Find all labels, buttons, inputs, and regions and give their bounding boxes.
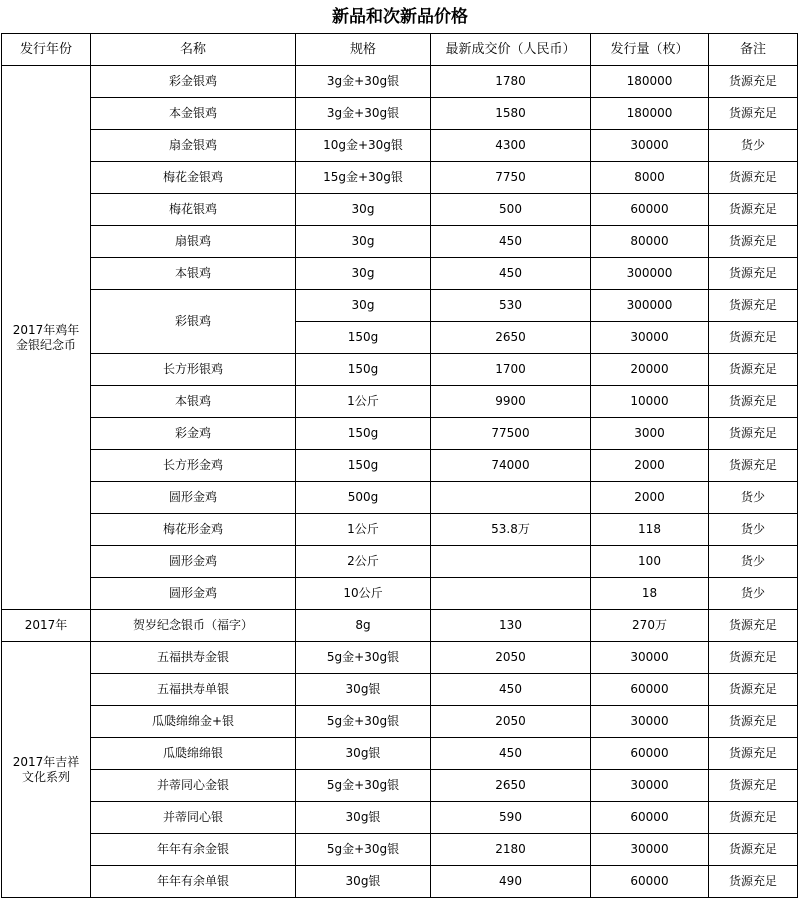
- header-name: 名称: [91, 34, 296, 66]
- year-cell: 2017年: [2, 610, 91, 642]
- name-cell: 梅花金银鸡: [91, 162, 296, 194]
- note-cell: 货源充足: [709, 322, 798, 354]
- price-cell: 450: [431, 738, 591, 770]
- name-cell: 扇银鸡: [91, 226, 296, 258]
- price-cell: 530: [431, 290, 591, 322]
- table-row: [2, 834, 798, 866]
- price-cell: 1780: [431, 66, 591, 98]
- spec-cell: 15g金+30g银: [296, 162, 431, 194]
- header-row: [2, 34, 798, 66]
- note-cell: 货源充足: [709, 162, 798, 194]
- name-cell: 并蒂同心银: [91, 802, 296, 834]
- note-cell: 货源充足: [709, 834, 798, 866]
- name-cell: 年年有余金银: [91, 834, 296, 866]
- price-cell: [431, 482, 591, 514]
- mintage-cell: 60000: [591, 194, 709, 226]
- spec-cell: 1公斤: [296, 386, 431, 418]
- spec-cell: 150g: [296, 354, 431, 386]
- note-cell: 货少: [709, 546, 798, 578]
- name-cell: 本银鸡: [91, 258, 296, 290]
- name-cell: 彩金鸡: [91, 418, 296, 450]
- year-cell: 2017年吉祥 文化系列: [2, 642, 91, 898]
- mintage-cell: 80000: [591, 226, 709, 258]
- price-cell: 2050: [431, 706, 591, 738]
- table-row: [2, 738, 798, 770]
- spec-cell: 5g金+30g银: [296, 642, 431, 674]
- mintage-cell: 30000: [591, 706, 709, 738]
- year-cell: 2017年鸡年 金银纪念币: [2, 66, 91, 610]
- table-row: [2, 130, 798, 162]
- note-cell: 货源充足: [709, 66, 798, 98]
- spec-cell: 30g: [296, 258, 431, 290]
- mintage-cell: 30000: [591, 322, 709, 354]
- spec-cell: 10公斤: [296, 578, 431, 610]
- name-cell: 本银鸡: [91, 386, 296, 418]
- table-row: [2, 354, 798, 386]
- note-cell: 货源充足: [709, 386, 798, 418]
- note-cell: 货源充足: [709, 802, 798, 834]
- price-cell: 2650: [431, 770, 591, 802]
- name-cell: 长方形金鸡: [91, 450, 296, 482]
- price-cell: 2180: [431, 834, 591, 866]
- spec-cell: 500g: [296, 482, 431, 514]
- note-cell: 货源充足: [709, 642, 798, 674]
- note-cell: 货源充足: [709, 770, 798, 802]
- spec-cell: 30g: [296, 194, 431, 226]
- mintage-cell: 60000: [591, 802, 709, 834]
- note-cell: 货源充足: [709, 738, 798, 770]
- mintage-cell: 30000: [591, 770, 709, 802]
- table-row: [2, 226, 798, 258]
- table-row: [2, 258, 798, 290]
- name-cell: 彩金银鸡: [91, 66, 296, 98]
- table-row: [2, 802, 798, 834]
- header-note: 备注: [709, 34, 798, 66]
- price-cell: 1700: [431, 354, 591, 386]
- note-cell: 货源充足: [709, 706, 798, 738]
- table-row: [2, 290, 798, 322]
- price-cell: 77500: [431, 418, 591, 450]
- name-cell: 长方形银鸡: [91, 354, 296, 386]
- price-cell: 500: [431, 194, 591, 226]
- table-row: [2, 642, 798, 674]
- mintage-cell: 3000: [591, 418, 709, 450]
- price-cell: 9900: [431, 386, 591, 418]
- mintage-cell: 180000: [591, 66, 709, 98]
- mintage-cell: 118: [591, 514, 709, 546]
- mintage-cell: 20000: [591, 354, 709, 386]
- table-row: [2, 706, 798, 738]
- table-row: [2, 578, 798, 610]
- note-cell: 货源充足: [709, 610, 798, 642]
- mintage-cell: 8000: [591, 162, 709, 194]
- name-cell: 五福拱寿单银: [91, 674, 296, 706]
- price-cell: 2050: [431, 642, 591, 674]
- spec-cell: 30g银: [296, 866, 431, 898]
- header-spec: 规格: [296, 34, 431, 66]
- spec-cell: 5g金+30g银: [296, 770, 431, 802]
- name-cell: 圆形金鸡: [91, 482, 296, 514]
- spec-cell: 30g银: [296, 802, 431, 834]
- spec-cell: 150g: [296, 418, 431, 450]
- price-table: [1, 33, 798, 898]
- table-row: [2, 162, 798, 194]
- name-cell: 圆形金鸡: [91, 546, 296, 578]
- spec-cell: 30g银: [296, 674, 431, 706]
- price-cell: 4300: [431, 130, 591, 162]
- mintage-cell: 2000: [591, 450, 709, 482]
- table-row: [2, 482, 798, 514]
- spec-cell: 150g: [296, 450, 431, 482]
- mintage-cell: 2000: [591, 482, 709, 514]
- name-cell: 年年有余单银: [91, 866, 296, 898]
- price-cell: 450: [431, 258, 591, 290]
- note-cell: 货源充足: [709, 290, 798, 322]
- price-cell: 2650: [431, 322, 591, 354]
- note-cell: 货源充足: [709, 674, 798, 706]
- header-price: 最新成交价（人民币）: [431, 34, 591, 66]
- spec-cell: 5g金+30g银: [296, 706, 431, 738]
- note-cell: 货源充足: [709, 450, 798, 482]
- table-row: [2, 610, 798, 642]
- name-cell: 瓜瓞绵绵银: [91, 738, 296, 770]
- table-row: [2, 386, 798, 418]
- price-cell: 450: [431, 226, 591, 258]
- note-cell: 货少: [709, 514, 798, 546]
- note-cell: 货少: [709, 482, 798, 514]
- mintage-cell: 18: [591, 578, 709, 610]
- spec-cell: 10g金+30g银: [296, 130, 431, 162]
- spec-cell: 30g银: [296, 738, 431, 770]
- mintage-cell: 300000: [591, 290, 709, 322]
- note-cell: 货源充足: [709, 866, 798, 898]
- price-cell: 53.8万: [431, 514, 591, 546]
- note-cell: 货源充足: [709, 354, 798, 386]
- table-title: 新品和次新品价格: [332, 7, 468, 27]
- mintage-cell: 30000: [591, 834, 709, 866]
- mintage-cell: 30000: [591, 642, 709, 674]
- note-cell: 货少: [709, 578, 798, 610]
- name-cell: 梅花银鸡: [91, 194, 296, 226]
- spec-cell: 2公斤: [296, 546, 431, 578]
- spec-cell: 5g金+30g银: [296, 834, 431, 866]
- price-cell: 7750: [431, 162, 591, 194]
- price-cell: 1580: [431, 98, 591, 130]
- spec-cell: 30g: [296, 290, 431, 322]
- price-cell: 490: [431, 866, 591, 898]
- price-cell: [431, 546, 591, 578]
- note-cell: 货源充足: [709, 98, 798, 130]
- note-cell: 货少: [709, 130, 798, 162]
- mintage-cell: 100: [591, 546, 709, 578]
- mintage-cell: 60000: [591, 738, 709, 770]
- table-row: [2, 546, 798, 578]
- name-cell: 贺岁纪念银币（福字）: [91, 610, 296, 642]
- table-row: [2, 514, 798, 546]
- price-cell: 450: [431, 674, 591, 706]
- price-cell: 74000: [431, 450, 591, 482]
- price-cell: [431, 578, 591, 610]
- spec-cell: 8g: [296, 610, 431, 642]
- name-cell: 彩银鸡: [91, 290, 296, 354]
- table-row: [2, 98, 798, 130]
- note-cell: 货源充足: [709, 258, 798, 290]
- table-row: [2, 674, 798, 706]
- header-mintage: 发行量（枚）: [591, 34, 709, 66]
- price-cell: 590: [431, 802, 591, 834]
- name-cell: 本金银鸡: [91, 98, 296, 130]
- price-cell: 130: [431, 610, 591, 642]
- mintage-cell: 300000: [591, 258, 709, 290]
- table-row: [2, 418, 798, 450]
- table-row: [2, 194, 798, 226]
- name-cell: 五福拱寿金银: [91, 642, 296, 674]
- name-cell: 扇金银鸡: [91, 130, 296, 162]
- mintage-cell: 60000: [591, 674, 709, 706]
- header-year: 发行年份: [2, 34, 91, 66]
- note-cell: 货源充足: [709, 194, 798, 226]
- name-cell: 梅花形金鸡: [91, 514, 296, 546]
- spec-cell: 1公斤: [296, 514, 431, 546]
- mintage-cell: 10000: [591, 386, 709, 418]
- mintage-cell: 30000: [591, 130, 709, 162]
- mintage-cell: 270万: [591, 610, 709, 642]
- table-row: [2, 66, 798, 98]
- name-cell: 瓜瓞绵绵金+银: [91, 706, 296, 738]
- spec-cell: 3g金+30g银: [296, 66, 431, 98]
- mintage-cell: 60000: [591, 866, 709, 898]
- spec-cell: 150g: [296, 322, 431, 354]
- mintage-cell: 180000: [591, 98, 709, 130]
- spec-cell: 3g金+30g银: [296, 98, 431, 130]
- note-cell: 货源充足: [709, 418, 798, 450]
- spec-cell: 30g: [296, 226, 431, 258]
- table-row: [2, 450, 798, 482]
- name-cell: 圆形金鸡: [91, 578, 296, 610]
- name-cell: 并蒂同心金银: [91, 770, 296, 802]
- table-row: [2, 770, 798, 802]
- note-cell: 货源充足: [709, 226, 798, 258]
- table-row: [2, 866, 798, 898]
